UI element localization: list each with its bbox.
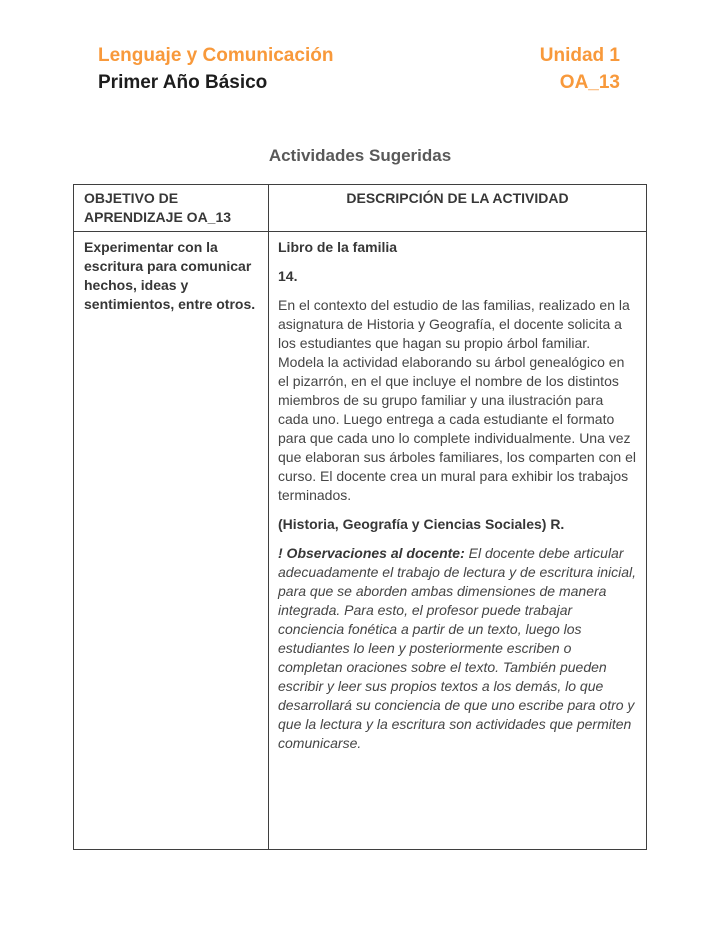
oa-code: OA_13 xyxy=(559,72,620,93)
table-header-row xyxy=(74,185,647,232)
observations-text: El docente debe articular adecuadamente el trabajo de lectura y de escritura inicial, para que se aborden ambas dimensiones de manera integrada. Para esto, el profesor puede trabajar conciencia fonética a partir de un texto, luego los estudiantes lo leen y posteriormente escriben o completan oraciones sobre el texto. También pueden escribir y leer sus propios textos a los demás, lo que desarrollará su conciencia de que uno escribe para otro y que la lectura y la escritura son actividades que permiten comunicarse. xyxy=(278,545,636,751)
page-title: Actividades Sugeridas xyxy=(268,146,452,165)
description-column-header: DESCRIPCIÓN DE LA ACTIVIDAD xyxy=(269,185,647,232)
activities-table xyxy=(73,184,647,850)
unit-label: Unidad 1 xyxy=(539,45,620,66)
grade-level: Primer Año Básico xyxy=(98,72,268,93)
document-header xyxy=(0,0,720,96)
header-left xyxy=(98,42,333,96)
learning-objective-cell: Experimentar con la escritura para comunicar hechos, ideas y sentimientos, entre otros. xyxy=(74,232,269,850)
objective-column-header: OBJETIVO DE APRENDIZAJE OA_13 xyxy=(74,185,269,232)
table-body-row xyxy=(74,232,647,850)
observations-label: ! Observaciones al docente: xyxy=(278,545,465,561)
activity-description: En el contexto del estudio de las familias, realizado en la asignatura de Historia y Geografía, el docente solicita a los estudiantes que hagan su propio árbol familiar. Modela la actividad elaborando su árbol genealógico en el pizarrón, en el que incluye el nombre de los distintos miembros de su grupo familiar y una ilustración para cada uno. Luego entrega a cada estudiante el formato para que cada uno lo complete individualmente. Una vez que elaboran sus árboles familiares, los comparten con el curso. El docente crea un mural para exhibir los trabajos terminados. xyxy=(278,297,636,503)
related-subjects-note: (Historia, Geografía y Ciencias Sociales) R. xyxy=(278,516,565,532)
activity-number: 14. xyxy=(278,268,298,284)
activity-title: Libro de la familia xyxy=(278,239,398,255)
header-right xyxy=(540,42,620,96)
activity-description-cell xyxy=(269,232,647,850)
teacher-observations xyxy=(278,544,637,753)
subject-title: Lenguaje y Comunicación xyxy=(98,45,334,66)
